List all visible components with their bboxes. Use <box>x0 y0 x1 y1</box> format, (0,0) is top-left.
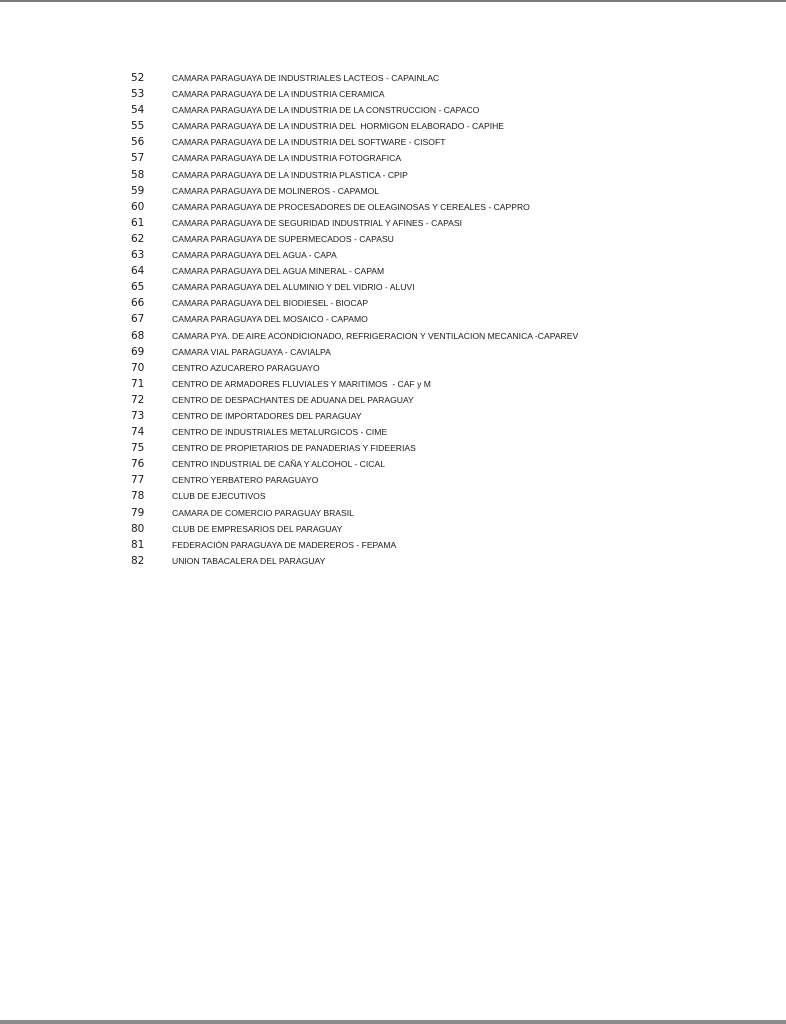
list-item-number: 70 <box>131 361 145 374</box>
list-item-number: 54 <box>131 104 145 117</box>
list-item <box>0 376 786 392</box>
list-item-number: 72 <box>131 393 145 406</box>
list-item-number: 69 <box>131 345 145 358</box>
list-item-name: CAMARA PARAGUAYA DEL AGUA MINERAL - CAPAM <box>172 266 385 277</box>
list-item <box>0 118 786 134</box>
list-item <box>0 456 786 472</box>
list-item <box>0 408 786 424</box>
list-item-name: CAMARA PARAGUAYA DE SEGURIDAD INDUSTRIAL Y AFINES - CAPASI <box>172 217 463 228</box>
list-item <box>0 344 786 360</box>
list-item <box>0 295 786 311</box>
list-item-name: CAMARA PARAGUAYA DEL ALUMINIO Y DEL VIDRIO - ALUVI <box>172 282 415 293</box>
list-item-name: CLUB DE EMPRESARIOS DEL PARAGUAY <box>172 523 343 534</box>
list-item-name: FEDERACIÓN PARAGUAYA DE MADEREROS - FEPAMA <box>172 539 397 550</box>
list-item <box>0 537 786 553</box>
list-item-name: CLUB DE EJECUTIVOS <box>172 491 266 502</box>
list-item <box>0 440 786 456</box>
list-item <box>0 488 786 504</box>
list-item-number: 82 <box>131 554 145 567</box>
list-item-name: CAMARA VIAL PARAGUAYA - CAVIALPA <box>172 346 331 357</box>
list-item-number: 57 <box>131 152 145 165</box>
list-item-number: 71 <box>131 377 145 390</box>
list-item-name: CAMARA PARAGUAYA DEL AGUA - CAPA <box>172 250 337 261</box>
list-item <box>0 70 786 86</box>
list-item <box>0 472 786 488</box>
list-item <box>0 553 786 569</box>
list-item <box>0 424 786 440</box>
list-item-number: 77 <box>131 474 145 487</box>
list-item-name: CAMARA PARAGUAYA DE LA INDUSTRIA PLASTICA - CPIP <box>172 169 408 180</box>
list-item-number: 62 <box>131 232 145 245</box>
list-item <box>0 247 786 263</box>
list-item <box>0 215 786 231</box>
list-item-number: 60 <box>131 200 145 213</box>
list-item <box>0 183 786 199</box>
list-item <box>0 263 786 279</box>
list-item-name: CENTRO DE PROPIETARIOS DE PANADERIAS Y FIDEERIAS <box>172 443 416 454</box>
list-item-name: CAMARA PARAGUAYA DEL MOSAICO - CAPAMO <box>172 314 368 325</box>
list-item-number: 68 <box>131 329 145 342</box>
list-item-number: 61 <box>131 216 145 229</box>
list-item-name: UNION TABACALERA DEL PARAGUAY <box>172 555 326 566</box>
list-item <box>0 360 786 376</box>
list-item-name: CAMARA PARAGUAYA DE INDUSTRIALES LACTEOS - CAPAINLAC <box>172 73 440 83</box>
list-item-name: CAMARA PARAGUAYA DE LA INDUSTRIA DEL SOFTWARE - CISOFT <box>172 137 446 148</box>
list-item-name: CAMARA PARAGUAYA DE SUPERMECADOS - CAPASU <box>172 233 394 244</box>
list-item <box>0 505 786 521</box>
list-item-number: 75 <box>131 442 145 455</box>
list-item-name: CENTRO DE IMPORTADORES DEL PARAGUAY <box>172 410 362 421</box>
list-item-number: 79 <box>131 506 145 519</box>
list-item <box>0 199 786 215</box>
list-item-number: 81 <box>131 538 145 551</box>
list-item-name: CENTRO YERBATERO PARAGUAYO <box>172 475 319 486</box>
list-item-number: 58 <box>131 168 145 181</box>
list-item-name: CAMARA PARAGUAYA DE LA INDUSTRIA DE LA CONSTRUCCION - CAPACO <box>172 105 480 116</box>
list-item <box>0 311 786 327</box>
list-item-number: 65 <box>131 281 145 294</box>
list-item-name: CAMARA DE COMERCIO PARAGUAY BRASIL <box>172 507 354 518</box>
list-item <box>0 167 786 183</box>
page-top-border <box>0 0 786 2</box>
list-item <box>0 150 786 166</box>
page-bottom-border <box>0 1020 786 1024</box>
list-item <box>0 231 786 247</box>
list-item <box>0 86 786 102</box>
list-item-number: 76 <box>131 458 145 471</box>
list-item-name: CENTRO DE ARMADORES FLUVIALES Y MARITIMOS - CAF y M <box>172 378 431 389</box>
list-item-name: CENTRO DE DESPACHANTES DE ADUANA DEL PARAGUAY <box>172 394 414 405</box>
list-item-number: 67 <box>131 313 145 326</box>
list-item-number: 52 <box>131 72 145 84</box>
list-item-name: CAMARA PARAGUAYA DE LA INDUSTRIA CERAMICA <box>172 89 385 100</box>
list-item-number: 55 <box>131 120 145 133</box>
list-item <box>0 521 786 537</box>
list-item-name: CAMARA PARAGUAYA DE LA INDUSTRIA FOTOGRAFICA <box>172 153 402 164</box>
organization-list <box>0 70 786 569</box>
list-item-number: 73 <box>131 409 145 422</box>
list-item-name: CAMARA PYA. DE AIRE ACONDICIONADO, REFRIGERACION Y VENTILACION MECANICA -CAPAREV <box>172 330 579 341</box>
list-item <box>0 102 786 118</box>
list-item-name: CENTRO INDUSTRIAL DE CAÑA Y ALCOHOL - CICAL <box>172 459 385 470</box>
list-item-name: CAMARA PARAGUAYA DE MOLINEROS - CAPAMOL <box>172 185 380 196</box>
list-item-name: CENTRO DE INDUSTRIALES METALURGICOS - CIME <box>172 427 388 438</box>
list-item-number: 66 <box>131 297 145 310</box>
list-item-number: 59 <box>131 184 145 197</box>
list-item-number: 64 <box>131 265 145 278</box>
list-item <box>0 328 786 344</box>
list-item-name: CAMARA PARAGUAYA DE LA INDUSTRIA DEL HORMIGON ELABORADO - CAPIHE <box>172 121 505 132</box>
list-item <box>0 392 786 408</box>
list-item-name: CAMARA PARAGUAYA DE PROCESADORES DE OLEAGINOSAS Y CEREALES - CAPPRO <box>172 201 530 212</box>
list-item-name: CENTRO AZUCARERO PARAGUAYO <box>172 362 320 373</box>
list-item <box>0 134 786 150</box>
list-item-number: 74 <box>131 426 145 439</box>
list-item-number: 80 <box>131 522 145 535</box>
list-item-number: 56 <box>131 136 145 149</box>
list-item <box>0 279 786 295</box>
list-item-number: 63 <box>131 249 145 262</box>
list-item-name: CAMARA PARAGUAYA DEL BIODIESEL - BIOCAP <box>172 298 369 309</box>
list-item-number: 53 <box>131 88 145 101</box>
list-item-number: 78 <box>131 490 145 503</box>
